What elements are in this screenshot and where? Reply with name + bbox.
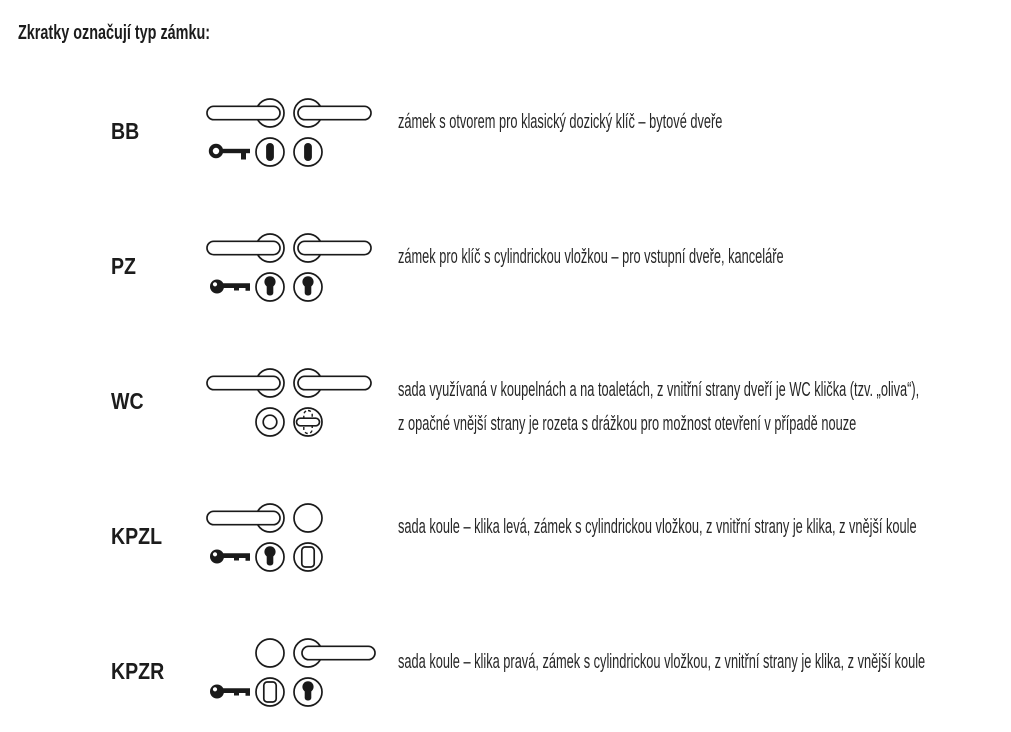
cylinder-key-icon — [210, 685, 250, 699]
cylinder-keyhole-rosette-icon — [256, 273, 284, 301]
lever-handle-left-icon — [207, 504, 284, 532]
lever-handle-left-icon — [207, 99, 284, 127]
page-title: Zkratky označují typ zámku: — [18, 22, 211, 44]
lock-type-abbr: PZ — [111, 253, 136, 279]
lever-handle-right-icon — [294, 639, 375, 667]
cylinder-key-icon — [210, 280, 250, 294]
cylinder-keyhole-rosette-icon — [294, 273, 322, 301]
pz-hardware-icons — [205, 230, 380, 305]
lock-type-description: sada koule – klika pravá, zámek s cylindrickou vložkou, z vnitřní strany je klika, z vnější koule — [398, 651, 926, 673]
ball-knob-icon — [294, 504, 322, 532]
lever-handle-right-icon — [294, 369, 371, 397]
kpzl-hardware-icons — [205, 500, 380, 575]
kpzr-hardware-icons — [205, 635, 380, 710]
cylinder-keyhole-rosette-icon — [256, 543, 284, 571]
lock-type-description: sada využívaná v koupelnách a na toaletách, z vnitřní strany dveří je WC klička (tzv. „oliva“), z opačné vnější strany je rozeta s drážkou pro možnost otevření v případě nouze — [398, 379, 920, 435]
lock-type-row-kpzl — [0, 500, 1011, 575]
cylinder-key-icon — [210, 550, 250, 564]
wc-turn-knob-icon — [294, 408, 322, 436]
lock-type-abbr: KPZL — [111, 523, 163, 549]
bb-hardware-icons — [205, 95, 380, 170]
cylinder-keyhole-rosette-icon — [294, 678, 322, 706]
blind-rosette-icon — [294, 543, 322, 571]
lock-type-row-kpzr — [0, 635, 1011, 710]
blind-rosette-icon — [256, 678, 284, 706]
lock-type-abbr: KPZR — [111, 658, 165, 684]
lock-type-abbr: WC — [111, 388, 144, 414]
grooved-rosette-icon — [256, 408, 284, 436]
lock-type-description: zámek s otvorem pro klasický dozický klíč – bytové dveře — [398, 111, 723, 133]
lock-type-description: zámek pro klíč s cylindrickou vložkou – pro vstupní dveře, kanceláře — [398, 246, 784, 268]
ball-knob-icon — [256, 639, 284, 667]
lever-handle-left-icon — [207, 369, 284, 397]
lock-type-row-pz — [0, 230, 1011, 305]
lock-type-row-wc — [0, 365, 1011, 440]
lock-type-row-bb — [0, 95, 1011, 170]
lever-handle-left-icon — [207, 234, 284, 262]
keyhole-rosette-icon — [256, 138, 284, 166]
bit-key-icon — [211, 146, 250, 160]
wc-hardware-icons — [205, 365, 380, 440]
lock-type-description: sada koule – klika levá, zámek s cylindrickou vložkou, z vnitřní strany je klika, z vnější koule — [398, 516, 917, 538]
lock-type-abbr: BB — [111, 118, 140, 144]
lever-handle-right-icon — [294, 234, 371, 262]
lever-handle-right-icon — [294, 99, 371, 127]
keyhole-rosette-icon — [294, 138, 322, 166]
